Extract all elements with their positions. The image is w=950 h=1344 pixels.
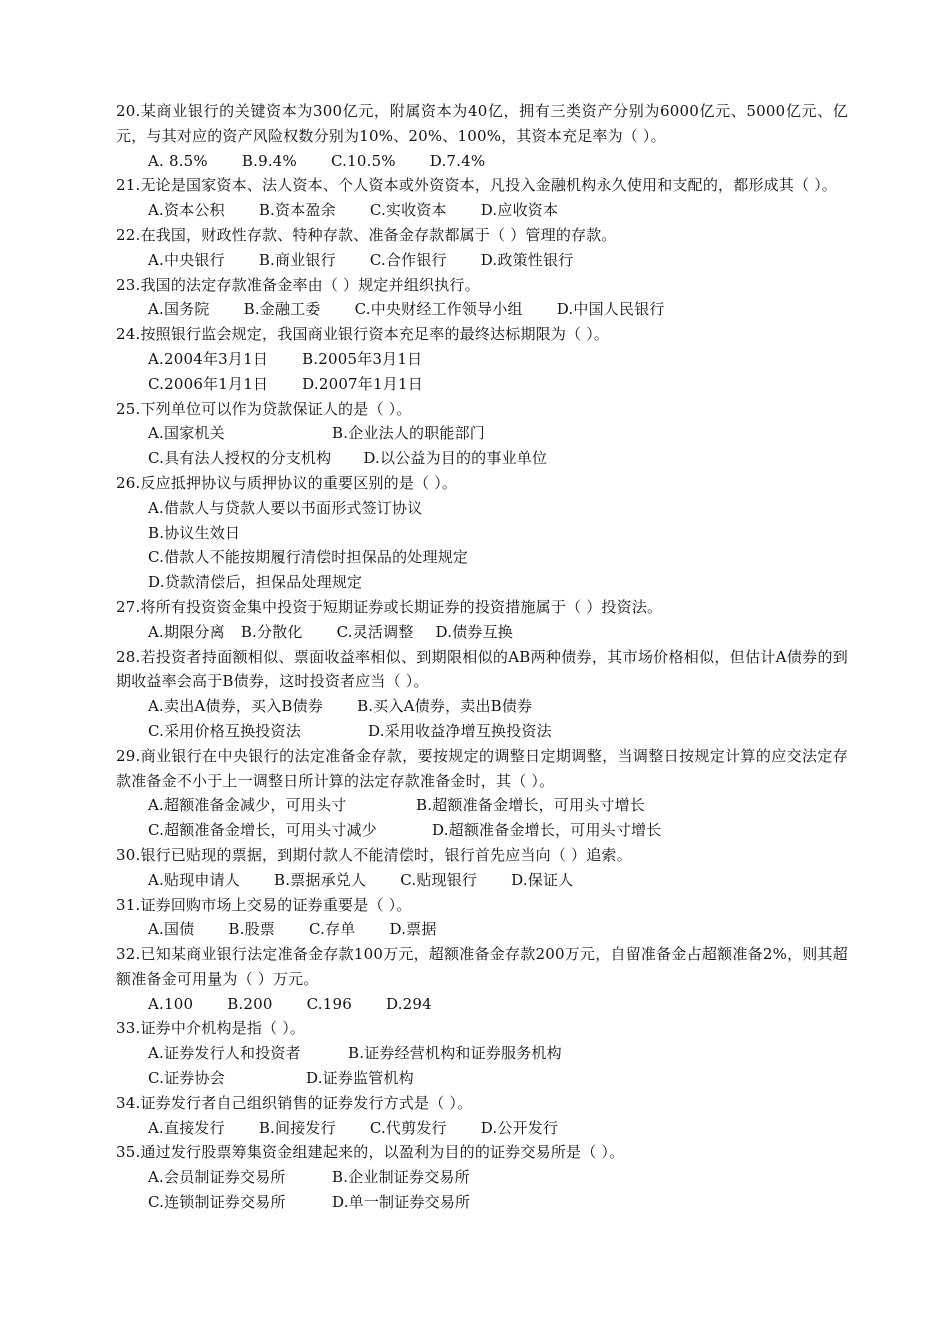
question-text: 25.下列单位可以作为贷款保证人的是（ ）。 [116, 399, 412, 418]
option-b: B.9.4% [241, 151, 297, 170]
question-28 [116, 645, 848, 744]
option-b: B.商业银行 [258, 250, 336, 269]
option-a: A.资本公积 [148, 201, 225, 220]
option-row [116, 421, 848, 446]
option-c: C.代剪发行 [369, 1118, 447, 1137]
question-text: 35.通过发行股票筹集资金组建起来的，以盈利为目的的证券交易所是（ ）。 [116, 1143, 625, 1162]
option-b: B.股票 [228, 920, 275, 939]
option-c: C.合作银行 [369, 250, 447, 269]
question-29 [116, 744, 848, 843]
question-text: 21.无论是国家资本、法人资本、个人资本或外资资本，凡投入金融机构永久使用和支配的，都形成其（ ）。 [116, 176, 838, 195]
option-c: C.2006年1月1日 [148, 374, 269, 393]
option-row [116, 521, 848, 546]
option-a: A.国务院 [148, 300, 210, 319]
option-c: C.采用价格互换投资法 [148, 721, 301, 740]
option-row [116, 248, 848, 273]
option-c: C.连锁制证券交易所 [148, 1193, 286, 1212]
option-a: A.证券发行人和投资者 [148, 1044, 301, 1063]
question-text: 20.某商业银行的关键资本为300亿元，附属资本为40亿，拥有三类资产分别为6000亿元、5000亿元、亿元，与其对应的资产风险权数分别为10%、20%、100%，其资本充足率为（ ）。 [116, 102, 848, 145]
question-25 [116, 397, 848, 471]
option-row [116, 149, 848, 174]
option-row [116, 1190, 848, 1215]
option-row [116, 868, 848, 893]
option-row [116, 446, 848, 471]
question-text: 30.银行已贴现的票据，到期付款人不能清偿时，银行首先应当向（ ）追索。 [116, 845, 632, 864]
option-d: D.债券互换 [435, 622, 513, 641]
option-row [116, 1066, 848, 1091]
option-c: C.借款人不能按期履行清偿时担保品的处理规定 [148, 548, 469, 567]
option-c: C.贴现银行 [400, 870, 478, 889]
option-d: D.票据 [389, 920, 437, 939]
option-d: D.贷款清偿后，担保品处理规定 [148, 573, 363, 592]
option-c: C.超额准备金增长，可用头寸减少 [148, 821, 377, 840]
option-c: C.存单 [309, 920, 356, 939]
question-text: 23.我国的法定存款准备金率由（ ）规定并组织执行。 [116, 275, 480, 294]
question-text: 33.证券中介机构是指（ ）。 [116, 1019, 306, 1038]
option-c: C.灵活调整 [336, 622, 414, 641]
option-row [116, 620, 848, 645]
option-a: A.借款人与贷款人要以书面形式签订协议 [148, 498, 423, 517]
question-20 [116, 99, 848, 173]
question-text: 34.证券发行者自己组织销售的证券发行方式是（ ）。 [116, 1093, 473, 1112]
question-32 [116, 942, 848, 1016]
option-b: B.企业制证券交易所 [332, 1168, 470, 1187]
option-row [116, 570, 848, 595]
option-a: A.超额准备金减少，可用头寸 [148, 796, 347, 815]
option-c: C.实收资本 [369, 201, 447, 220]
question-text: 29.商业银行在中央银行的法定准备金存款，要按规定的调整日定期调整，当调整日按规定计算的应交法定存款准备金不小于上一调整日所计算的法定存款准备金时，其（ ）。 [116, 746, 848, 790]
question-33 [116, 1016, 848, 1090]
option-b: B.200 [227, 994, 273, 1013]
option-d: D.294 [386, 994, 432, 1013]
option-a: A.卖出A债券，买入B债券 [148, 697, 324, 716]
question-27 [116, 595, 848, 645]
document-page [116, 99, 848, 1215]
option-row [116, 917, 848, 942]
option-b: B.间接发行 [258, 1118, 336, 1137]
question-31 [116, 893, 848, 943]
option-d: D.以公益为目的的事业单位 [363, 449, 548, 468]
question-21 [116, 173, 848, 223]
question-24 [116, 322, 848, 396]
question-34 [116, 1091, 848, 1141]
option-row [116, 1116, 848, 1141]
option-b: B.企业法人的职能部门 [332, 424, 485, 443]
option-a: A.直接发行 [148, 1118, 225, 1137]
question-text: 32.已知某商业银行法定准备金存款100万元，超额准备金存款200万元，自留准备金占超额准备2%，则其超额准备金可用量为（ ）万元。 [116, 945, 848, 988]
option-b: B.2005年3月1日 [302, 349, 423, 368]
option-row [116, 992, 848, 1017]
option-a: A.会员制证券交易所 [148, 1168, 286, 1187]
question-text: 31.证券回购市场上交易的证券重要是（ ）。 [116, 895, 412, 914]
option-a: A.中央银行 [148, 250, 225, 269]
option-d: D.7.4% [429, 151, 486, 170]
option-row [116, 694, 848, 719]
question-text: 26.反应抵押协议与质押协议的重要区别的是（ ）。 [116, 473, 458, 492]
option-b: B.资本盈余 [258, 201, 336, 220]
option-d: D.中国人民银行 [556, 300, 665, 319]
option-row [116, 297, 848, 322]
question-text: 22.在我国，财政性存款、特种存款、准备金存款都属于（ ）管理的存款。 [116, 225, 617, 244]
option-b: B.金融工委 [243, 300, 321, 319]
question-30 [116, 843, 848, 893]
option-b: B.超额准备金增长，可用头寸增长 [416, 796, 645, 815]
option-b: B.分散化 [240, 622, 303, 641]
option-a: A.国家机关 [148, 424, 225, 443]
option-row [116, 347, 848, 372]
option-row [116, 719, 848, 744]
option-row [116, 496, 848, 521]
question-22 [116, 223, 848, 273]
option-row [116, 1041, 848, 1066]
option-a: A.100 [148, 994, 194, 1013]
option-a: A.期限分离 [148, 622, 225, 641]
option-b: B.票据承兑人 [274, 870, 367, 889]
option-d: D.单一制证券交易所 [332, 1193, 471, 1212]
question-35 [116, 1140, 848, 1214]
question-text: 27.将所有投资资金集中投资于短期证券或长期证券的投资措施属于（ ）投资法。 [116, 597, 663, 616]
option-c: C.10.5% [331, 151, 396, 170]
option-c: C.中央财经工作领导小组 [354, 300, 523, 319]
option-d: D.保证人 [511, 870, 574, 889]
option-d: D.超额准备金增长，可用头寸增长 [432, 821, 662, 840]
option-d: D.2007年1月1日 [302, 374, 423, 393]
option-row [116, 198, 848, 223]
option-d: D.采用收益净增互换投资法 [368, 721, 552, 740]
option-a: A. 8.5% [148, 151, 208, 170]
option-d: D.政策性银行 [480, 250, 574, 269]
question-26 [116, 471, 848, 595]
question-text: 28.若投资者持面额相似、票面收益率相似、到期限相似的AB两种债券，其市场价格相似，但估计A债券的到期收益率会高于B债券，这时投资者应当（ ）。 [116, 647, 848, 691]
option-row [116, 793, 848, 818]
option-d: D.应收资本 [480, 201, 559, 220]
option-a: A.2004年3月1日 [148, 349, 269, 368]
option-b: B.买入A债券，卖出B债券 [357, 697, 533, 716]
question-text: 24.按照银行监会规定，我国商业银行资本充足率的最终达标期限为（ ）。 [116, 325, 610, 344]
option-a: A.贴现申请人 [148, 870, 241, 889]
option-d: D.证券监管机构 [306, 1069, 414, 1088]
option-c: C.证券协会 [148, 1069, 225, 1088]
option-d: D.公开发行 [480, 1118, 559, 1137]
question-23 [116, 273, 848, 323]
option-row [116, 818, 848, 843]
option-b: B.协议生效日 [148, 523, 241, 542]
option-row [116, 1165, 848, 1190]
option-c: C.196 [306, 994, 352, 1013]
option-a: A.国债 [148, 920, 195, 939]
option-c: C.具有法人授权的分支机构 [148, 449, 332, 468]
option-b: B.证券经营机构和证券服务机构 [348, 1044, 562, 1063]
option-row [116, 545, 848, 570]
option-row [116, 372, 848, 397]
